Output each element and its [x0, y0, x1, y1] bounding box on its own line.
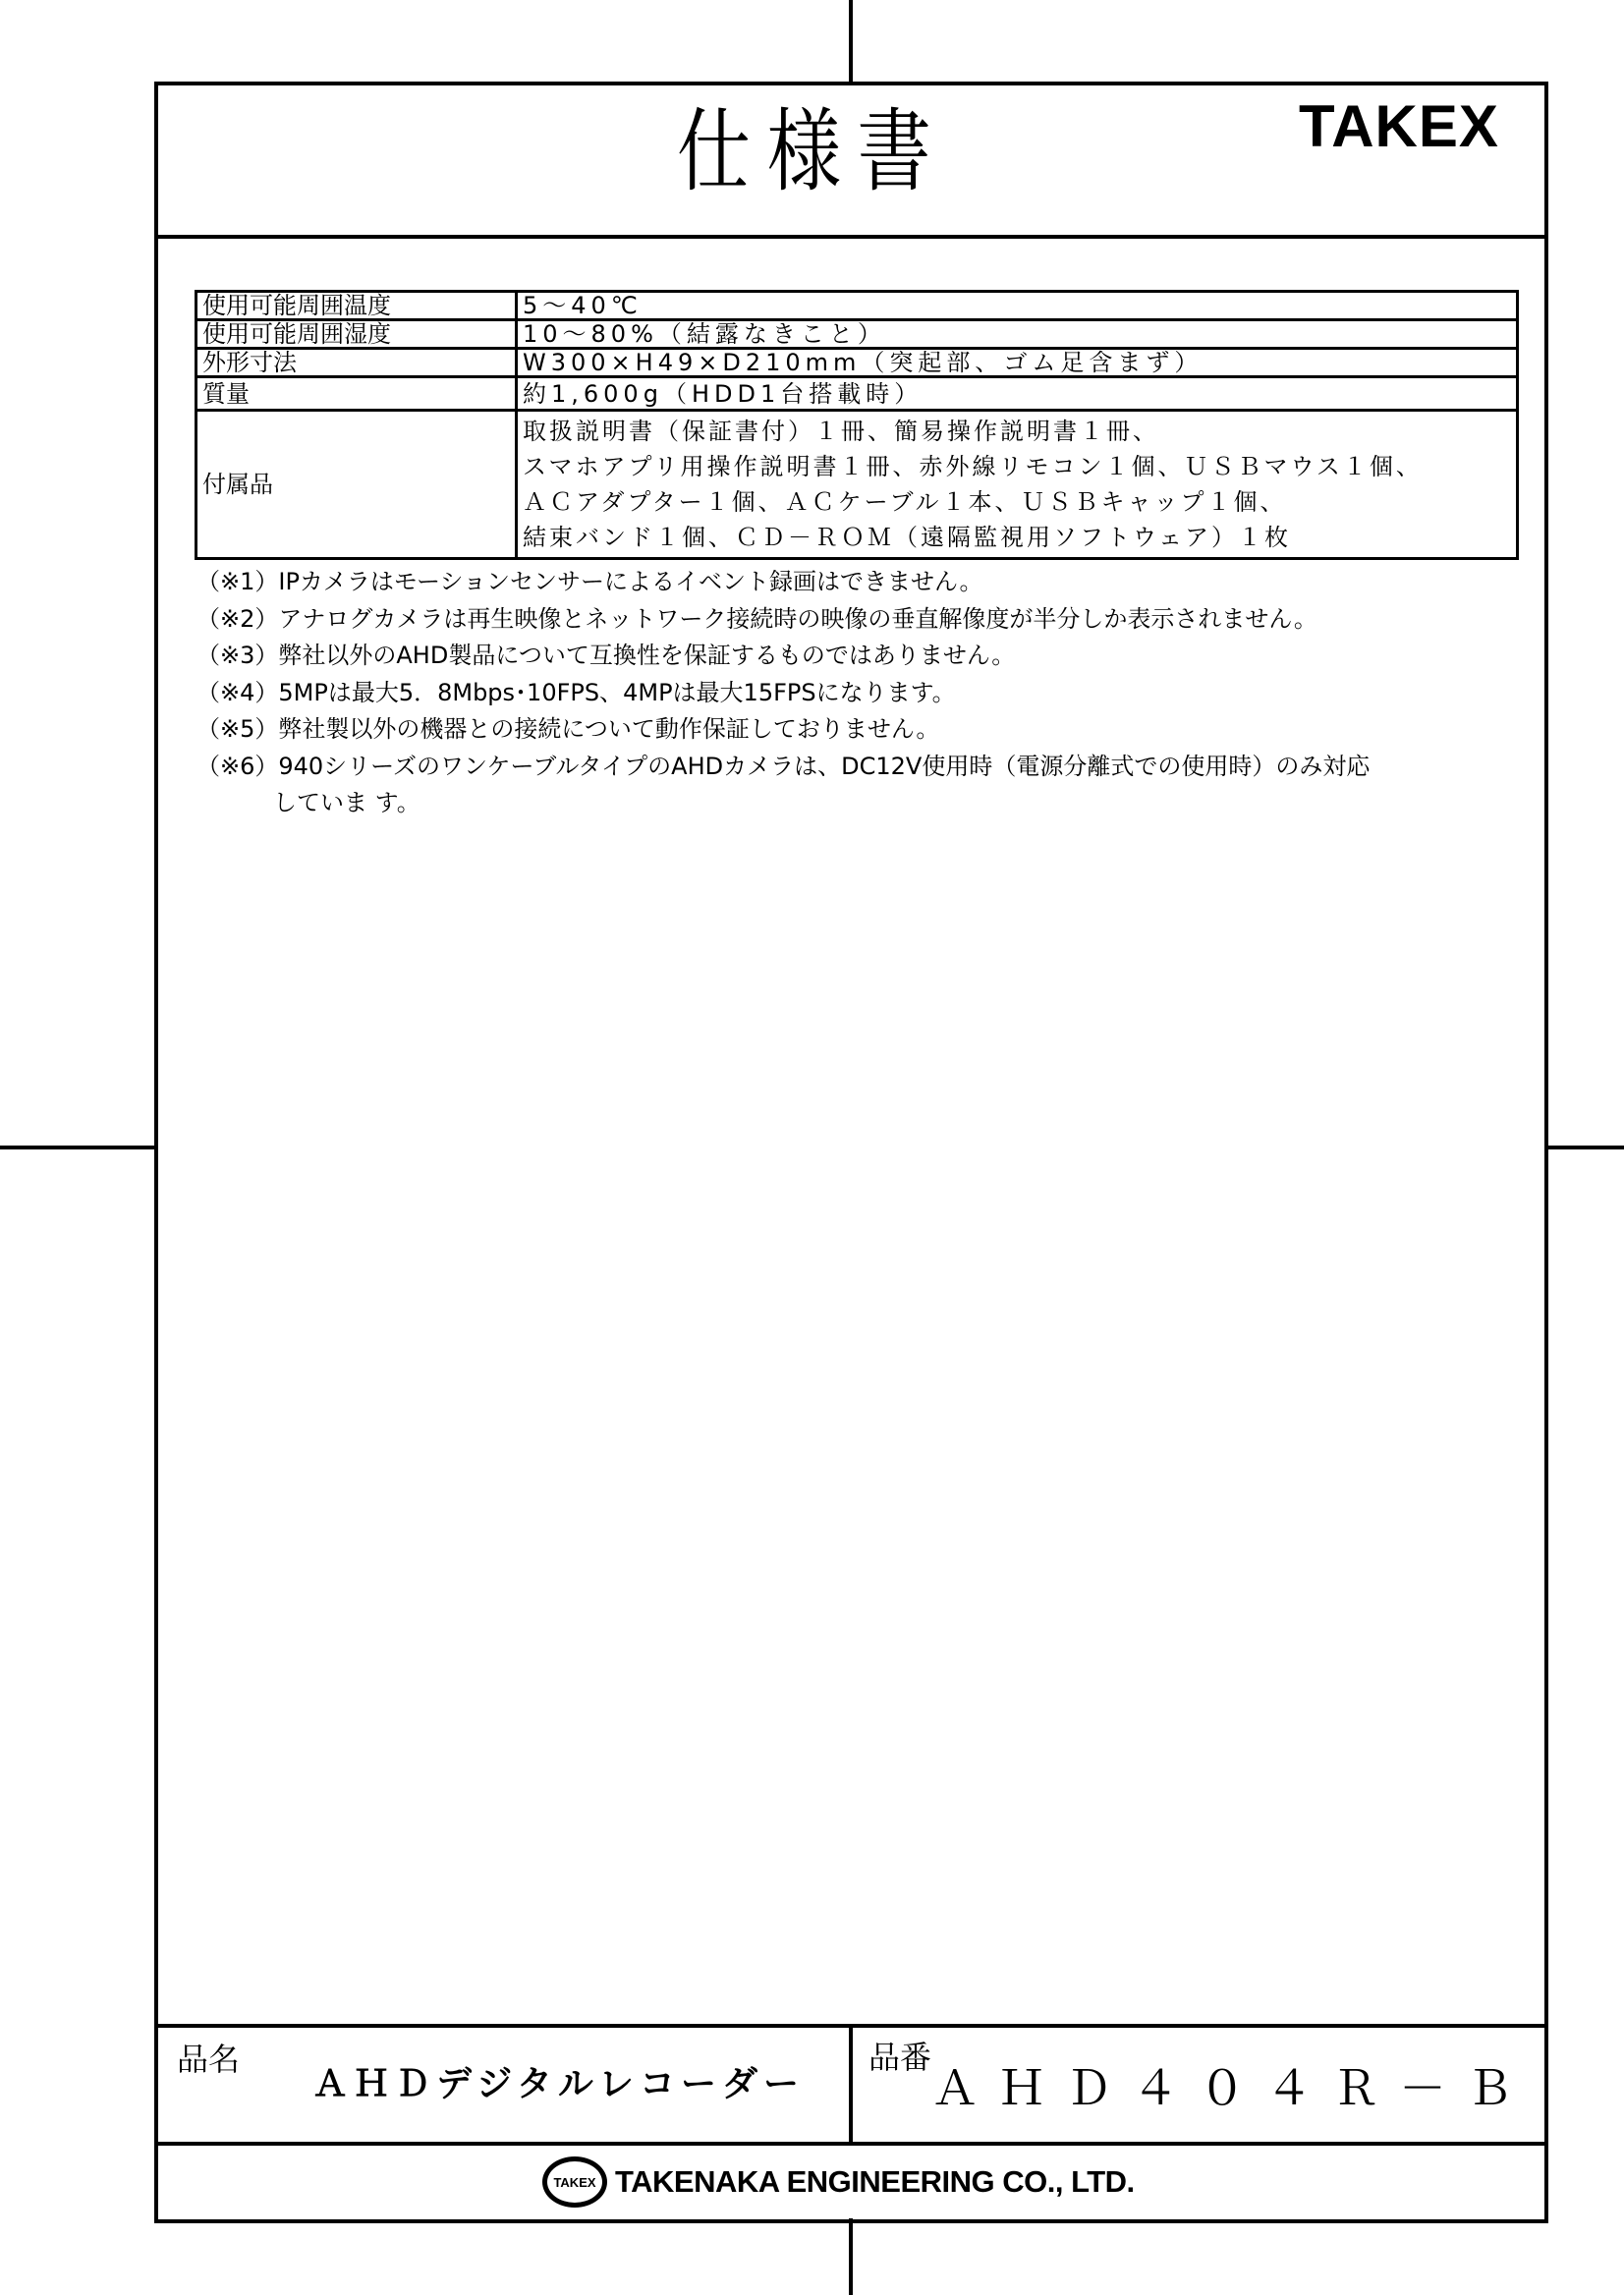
spec-value: 10～80%（結露なきこと） [517, 320, 1518, 349]
product-name: ＡＨＤデジタルレコーダー [312, 2064, 805, 2104]
spec-label: 外形寸法 [196, 349, 517, 377]
crop-mark-right [1544, 1146, 1624, 1149]
note-item: （※6）940シリーズのワンケーブルタイプのAHDカメラは、DC12V使用時（電源分離式での使用時）のみ対応 [196, 752, 1371, 780]
accessory-line: スマホアプリ用操作説明書１冊、赤外線リモコン１個、ＵＳＢマウス１個、 [523, 453, 1423, 480]
table-row [196, 411, 1518, 559]
note-item: （※2）アナログカメラは再生映像とネットワーク接続時の映像の垂直解像度が半分しか表示されません。 [196, 604, 1317, 633]
note-item: （※4）5MPは最大5．8Mbps･10FPS、4MPは最大15FPSになります。 [196, 678, 956, 706]
spec-value: 約1,600g（HDD1台搭載時） [517, 377, 1518, 411]
spec-label: 使用可能周囲湿度 [196, 320, 517, 349]
footer-divider-vertical [849, 2024, 853, 2146]
note-item: （※5）弊社製以外の機器との接続について動作保証しておりません。 [196, 715, 940, 743]
company-name: TAKENAKA ENGINEERING CO., LTD. [615, 2164, 1135, 2199]
header-divider [154, 235, 1544, 239]
table-row [196, 377, 1518, 411]
product-name-label: 品名 [177, 2041, 241, 2078]
crop-mark-left [0, 1146, 155, 1149]
spec-label: 使用可能周囲温度 [196, 292, 517, 320]
spec-label: 質量 [196, 377, 517, 411]
company-block [542, 2152, 1135, 2212]
footer-divider-bottom [154, 2142, 1544, 2146]
spec-table [195, 290, 1519, 560]
spec-value: W300×H49×D210mm（突起部、ゴム足含まず） [517, 349, 1518, 377]
spec-value-accessories [517, 411, 1518, 559]
note-item: （※1）IPカメラはモーションセンサーによるイベント録画はできません。 [196, 568, 983, 595]
product-number: ＡＨＤ４０４Ｒ－Ｂ [931, 2061, 1534, 2116]
spec-label: 付属品 [196, 411, 517, 559]
product-number-label: 品番 [868, 2039, 932, 2076]
accessory-line: 結束バンド１個、ＣＤ－ＲＯＭ（遠隔監視用ソフトウェア）１枚 [523, 524, 1292, 551]
page-title: 仕様書 [676, 99, 948, 204]
table-row [196, 320, 1518, 349]
crop-mark-bottom [849, 2218, 853, 2295]
table-row [196, 292, 1518, 320]
company-logo-icon: TAKEX [542, 2156, 607, 2208]
notes-list [196, 564, 1370, 822]
note-item: （※3）弊社以外のAHD製品について互換性を保証するものではありません。 [196, 642, 1016, 669]
brand-logo: TAKEX [1299, 93, 1499, 159]
spec-value: 5～40℃ [517, 292, 1518, 320]
accessory-line: 取扱説明書（保証書付）１冊、簡易操作説明書１冊、 [523, 418, 1159, 445]
accessory-line: ＡＣアダプター１個、ＡＣケーブル１本、ＵＳＢキャップ１個、 [523, 488, 1287, 516]
note-item-continuation: していま す。 [273, 789, 420, 816]
crop-mark-top [849, 0, 853, 83]
table-row [196, 349, 1518, 377]
